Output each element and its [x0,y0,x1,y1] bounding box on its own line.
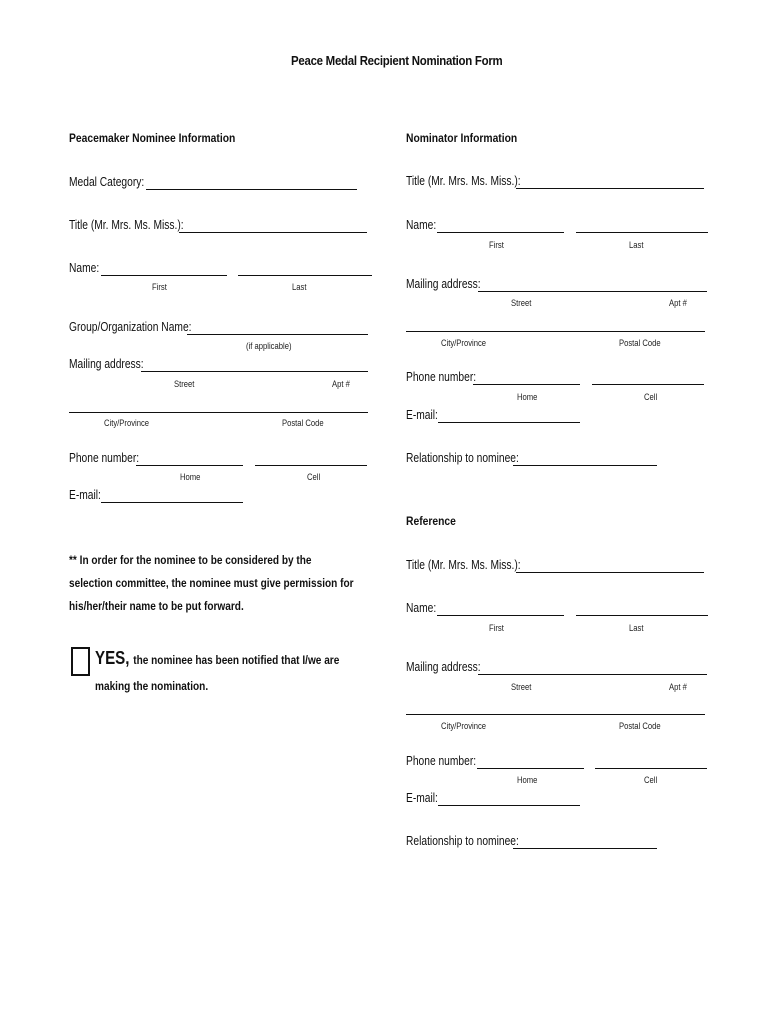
reference-city-postal-field[interactable] [406,714,705,715]
nominee-email-label: E-mail: [69,488,101,502]
street-caption: Street [511,682,532,692]
cell-caption: Cell [644,775,658,785]
home-caption: Home [180,472,201,482]
cell-caption: Cell [307,472,321,482]
nominator-name-label: Name: [406,218,437,232]
city-caption: City/Province [441,721,487,731]
nominee-last-name-field[interactable] [238,275,372,276]
reference-cell-phone-field[interactable] [595,768,707,769]
yes-word: YES, [95,648,130,668]
last-caption: Last [292,282,307,292]
group-label: Group/Organization Name: [69,320,192,334]
nominee-cell-phone-field[interactable] [255,465,367,466]
nominee-phone-label: Phone number: [69,451,140,465]
nominator-heading: Nominator Information [406,131,518,145]
nominee-title-label: Title (Mr. Mrs. Ms. Miss.): [69,218,184,232]
group-field[interactable] [187,334,368,335]
if-applicable-caption: (if applicable) [246,341,292,351]
medal-category-field[interactable] [146,189,357,190]
reference-title-label: Title (Mr. Mrs. Ms. Miss.): [406,558,521,572]
nominator-home-phone-field[interactable] [473,384,580,385]
nominator-street-field[interactable] [478,291,707,292]
reference-relationship-label: Relationship to nominee: [406,834,519,848]
apt-caption: Apt # [669,298,687,308]
nominator-last-name-field[interactable] [576,232,708,233]
first-caption: First [489,623,504,633]
cell-caption: Cell [644,392,658,402]
nominee-street-field[interactable] [141,371,368,372]
apt-caption: Apt # [669,682,687,692]
nominee-first-name-field[interactable] [101,275,227,276]
nominee-city-postal-field[interactable] [69,412,368,413]
nominator-relationship-label: Relationship to nominee: [406,451,519,465]
yes-rest: the nominee has been notified that I/we are making the nomination. [95,653,340,693]
reference-name-label: Name: [406,601,437,615]
postal-caption: Postal Code [619,721,661,731]
medal-category-label: Medal Category: [69,175,145,189]
reference-last-name-field[interactable] [576,615,708,616]
nominator-relationship-field[interactable] [513,465,657,466]
reference-street-field[interactable] [478,674,707,675]
nominator-phone-label: Phone number: [406,370,477,384]
first-caption: First [152,282,167,292]
last-caption: Last [629,623,644,633]
nominee-heading: Peacemaker Nominee Information [69,131,236,145]
nominator-email-label: E-mail: [406,408,438,422]
nominee-name-label: Name: [69,261,100,275]
nominee-email-field[interactable] [101,502,243,503]
city-caption: City/Province [441,338,487,348]
reference-email-label: E-mail: [406,791,438,805]
nominee-mailing-label: Mailing address: [69,357,144,371]
reference-home-phone-field[interactable] [477,768,584,769]
nominator-email-field[interactable] [438,422,580,423]
nominator-city-postal-field[interactable] [406,331,705,332]
nominator-title-field[interactable] [516,188,704,189]
nominator-mailing-label: Mailing address: [406,277,481,291]
reference-relationship-field[interactable] [513,848,657,849]
yes-checkbox[interactable] [71,647,90,676]
home-caption: Home [517,392,538,402]
street-caption: Street [174,379,195,389]
permission-note: ** In order for the nominee to be considered by the selection committee, the nominee must give permission for his/her/their name to be put forward. [69,553,354,613]
last-caption: Last [629,240,644,250]
postal-caption: Postal Code [619,338,661,348]
apt-caption: Apt # [332,379,350,389]
reference-mailing-label: Mailing address: [406,660,481,674]
nominee-title-field[interactable] [179,232,367,233]
yes-statement [95,646,372,699]
nominator-cell-phone-field[interactable] [592,384,704,385]
city-caption: City/Province [104,418,150,428]
reference-phone-label: Phone number: [406,754,477,768]
nominator-first-name-field[interactable] [437,232,564,233]
postal-caption: Postal Code [282,418,324,428]
reference-email-field[interactable] [438,805,580,806]
street-caption: Street [511,298,532,308]
first-caption: First [489,240,504,250]
reference-heading: Reference [406,514,456,528]
reference-title-field[interactable] [516,572,704,573]
nominator-title-label: Title (Mr. Mrs. Ms. Miss.): [406,174,521,188]
reference-first-name-field[interactable] [437,615,564,616]
nominee-home-phone-field[interactable] [136,465,243,466]
page-title: Peace Medal Recipient Nomination Form [291,53,503,68]
home-caption: Home [517,775,538,785]
